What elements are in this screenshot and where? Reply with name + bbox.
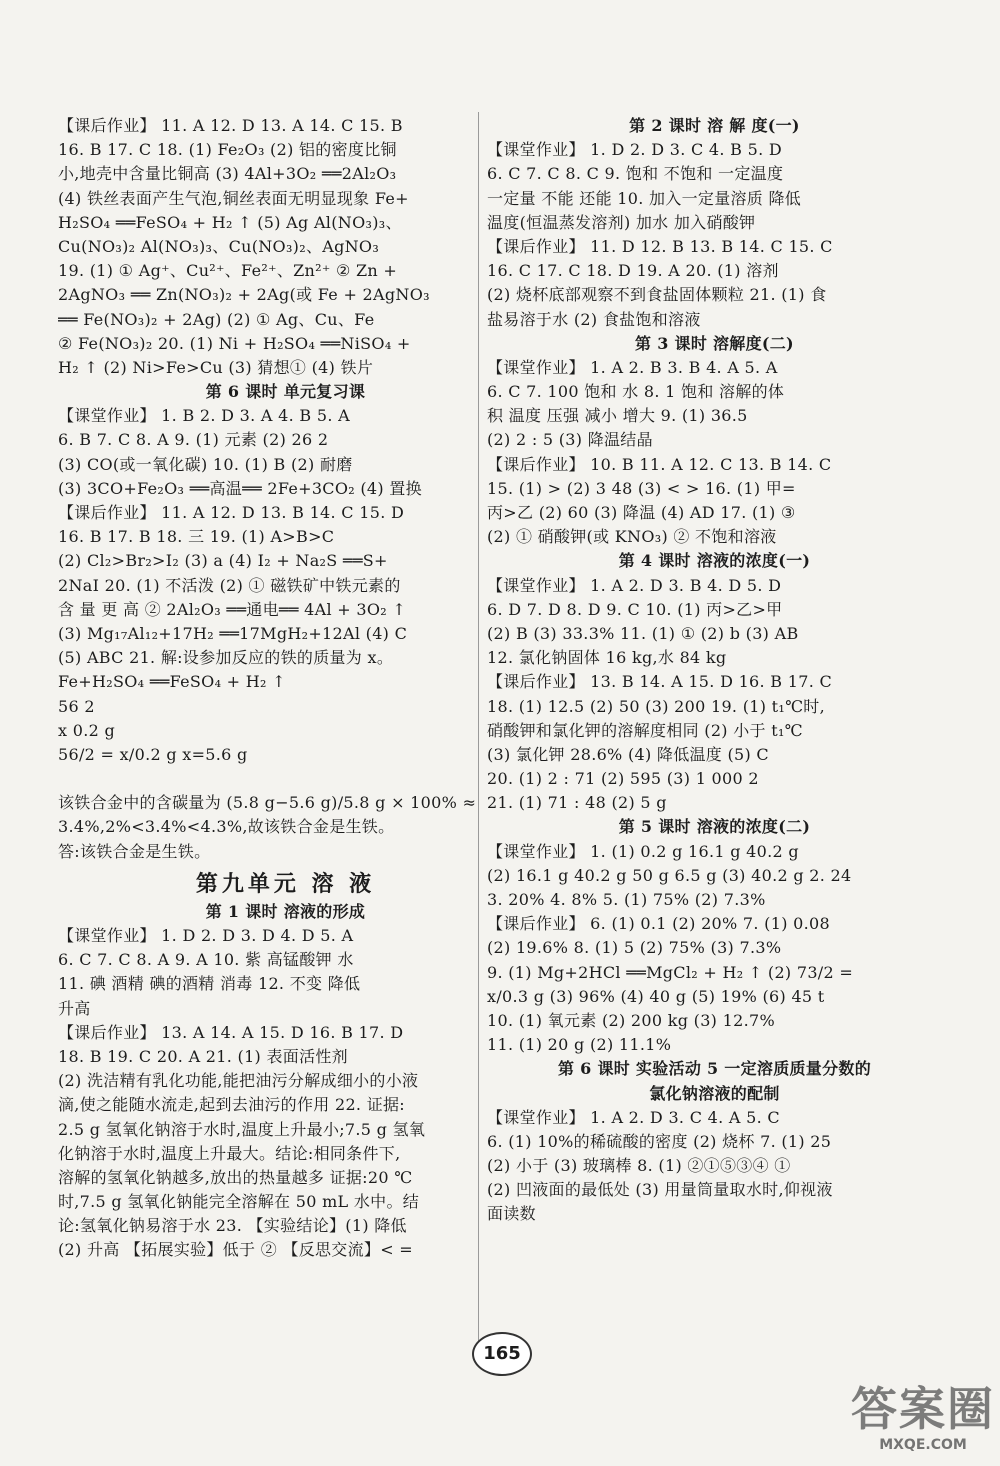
text-line: 化钠溶于水时,温度上升最大。结论:相同条件下, xyxy=(58,1143,401,1163)
text-line: 答:该铁合金是生铁。 xyxy=(58,841,211,861)
column-divider xyxy=(478,112,479,1342)
text-line: 16. C 17. C 18. D 19. A 20. (1) 溶剂 xyxy=(487,261,779,281)
text-line: 20. (1) 2 : 71 (2) 595 (3) 1 000 2 xyxy=(487,769,759,789)
text-line: 6. D 7. D 8. D 9. C 10. (1) 丙>乙>甲 xyxy=(487,599,783,619)
text-line: 时,7.5 g 氢氧化钠能完全溶解在 50 mL 水中。结 xyxy=(58,1192,420,1212)
text-line: ② Fe(NO₃)₂ 20. (1) Ni + H₂SO₄ ══NiSO₄ + xyxy=(58,333,411,353)
text-line: 18. (1) 12.5 (2) 50 (3) 200 19. (1) t₁℃时, xyxy=(487,696,825,716)
lesson-heading: 第 5 课时 溶液的浓度(二) xyxy=(618,817,811,837)
text-line: 【课堂作业】 1. D 2. D 3. D 4. D 5. A xyxy=(58,926,354,945)
text-line: 含 量 更 高 ② 2Al₂O₃ ══通电══ 4Al + 3O₂ ↑ xyxy=(58,599,407,619)
text-line: Cu(NO₃)₂ Al(NO₃)₃、Cu(NO₃)₂、AgNO₃ xyxy=(58,236,380,256)
text-line: 【课后作业】 11. A 12. D 13. B 14. C 15. D xyxy=(58,503,405,522)
text-line: 6. (1) 10%的稀硫酸的密度 (2) 烧杯 7. (1) 25 xyxy=(487,1131,832,1151)
text-line: (4) 铁丝表面产生气泡,铜丝表面无明显现象 Fe+ xyxy=(58,188,409,208)
text-line: 升高 xyxy=(58,998,91,1018)
lesson-heading: 第 4 课时 溶液的浓度(一) xyxy=(618,551,811,571)
lesson-heading: 第 2 课时 溶 解 度(一) xyxy=(629,116,800,135)
text-line: 小,地壳中含量比铜高 (3) 4Al+3O₂ ══2Al₂O₃ xyxy=(58,164,397,184)
text-line: H₂SO₄ ══FeSO₄ + H₂ ↑ (5) Ag Al(NO₃)₃、 xyxy=(58,212,402,232)
text-line: 56 2 xyxy=(58,696,95,716)
watermark-url: MXQE.COM xyxy=(879,1437,967,1453)
text-line: 【课后作业】 13. A 14. A 15. D 16. B 17. D xyxy=(58,1022,404,1042)
lesson-heading: 氯化钠溶液的配制 xyxy=(649,1083,780,1103)
text-line: 18. B 19. C 20. A 21. (1) 表面活性剂 xyxy=(58,1046,348,1066)
text-line: 6. B 7. C 8. A 9. (1) 元素 (2) 26 2 xyxy=(58,430,329,450)
text-line: 10. (1) 氧元素 (2) 200 kg (3) 12.7% xyxy=(487,1010,775,1030)
text-line: (2) 16.1 g 40.2 g 50 g 6.5 g (3) 40.2 g 2. 24 xyxy=(487,865,852,885)
watermark-logo: 答案圈 xyxy=(851,1382,995,1436)
text-line: 6. C 7. 100 饱和 水 8. 1 饱和 溶解的体 xyxy=(487,382,785,402)
text-line: 19. (1) ① Ag⁺、Cu²⁺、Fe²⁺、Zn²⁺ ② Zn + xyxy=(58,261,398,281)
text-line: 论:氢氧化钠易溶于水 23. 【实验结论】(1) 降低 xyxy=(58,1216,407,1236)
text-line: 11. (1) 20 g (2) 11.1% xyxy=(487,1035,672,1055)
text-line: (2) 19.6% 8. (1) 5 (2) 75% (3) 7.3% xyxy=(487,938,782,958)
lesson-heading: 第 6 课时 单元复习课 xyxy=(205,382,366,402)
right-column xyxy=(487,114,942,1227)
watermark xyxy=(850,1382,996,1462)
text-line: 【课后作业】 6. (1) 0.1 (2) 20% 7. (1) 0.08 xyxy=(487,914,830,934)
text-line: (2) 小于 (3) 玻璃棒 8. (1) ②①⑤③④ ① xyxy=(487,1156,791,1176)
text-line: 一定量 不能 还能 10. 加入一定量溶质 降低 xyxy=(487,188,802,208)
text-line: x/0.3 g (3) 96% (4) 40 g (5) 19% (6) 45 t xyxy=(487,986,825,1006)
text-line: 【课后作业】 13. B 14. A 15. D 16. B 17. C xyxy=(487,672,833,692)
text-line: (3) 3CO+Fe₂O₃ ══高温══ 2Fe+3CO₂ (4) 置换 xyxy=(58,478,422,498)
text-line: 滴,使之能随水流走,起到去油污的作用 22. 证据: xyxy=(58,1095,405,1115)
text-line xyxy=(58,767,513,791)
text-line: 16. B 17. C 18. (1) Fe₂O₃ (2) 铝的密度比铜 xyxy=(58,140,397,160)
text-line: 丙>乙 (2) 60 (3) 降温 (4) AD 17. (1) ③ xyxy=(487,503,796,522)
text-line: (2) 洗洁精有乳化功能,能把油污分解成细小的小液 xyxy=(58,1071,419,1091)
text-line: (3) Mg₁₇Al₁₂+17H₂ ══17MgH₂+12Al (4) C xyxy=(58,623,408,643)
text-line: 2.5 g 氢氧化钠溶于水时,温度上升最小;7.5 g 氢氧 xyxy=(58,1119,426,1139)
text-line: 【课堂作业】 1. A 2. B 3. B 4. A 5. A xyxy=(487,357,778,377)
text-line: 2AgNO₃ ══ Zn(NO₃)₂ + 2Ag(或 Fe + 2AgNO₃ xyxy=(58,285,430,305)
lesson-heading: 第 1 课时 溶液的形成 xyxy=(205,901,366,921)
text-line: H₂ ↑ (2) Ni>Fe>Cu (3) 猜想① (4) 铁片 xyxy=(58,357,374,377)
text-line: (2) 2 : 5 (3) 降温结晶 xyxy=(487,430,653,450)
text-line: 3. 20% 4. 8% 5. (1) 75% (2) 7.3% xyxy=(487,890,766,909)
text-line: Fe+H₂SO₄ ══FeSO₄ + H₂ ↑ xyxy=(58,672,286,692)
text-line: 积 温度 压强 减小 增大 9. (1) 36.5 xyxy=(487,406,748,426)
text-line: ══ Fe(NO₃)₂ + 2Ag) (2) ① Ag、Cu、Fe xyxy=(58,309,375,329)
text-line: 【课堂作业】 1. A 2. D 3. B 4. D 5. D xyxy=(487,575,782,595)
page-number: 165 xyxy=(472,1332,532,1376)
text-line: 温度(恒温蒸发溶剂) 加水 加入硝酸钾 xyxy=(487,212,756,232)
text-line: 15. (1) > (2) 3 48 (3) < > 16. (1) 甲= xyxy=(487,478,796,498)
text-line: 6. C 7. C 8. A 9. A 10. 紫 高锰酸钾 水 xyxy=(58,950,354,970)
text-line: (3) CO(或一氧化碳) 10. (1) B (2) 耐磨 xyxy=(58,454,353,474)
text-line: 9. (1) Mg+2HCl ══MgCl₂ + H₂ ↑ (2) 73/2 = xyxy=(487,962,854,982)
text-line: 16. B 17. B 18. 三 19. (1) A>B>C xyxy=(58,527,335,547)
text-line: 2NaI 20. (1) 不活泼 (2) ① 磁铁矿中铁元素的 xyxy=(58,575,401,595)
text-line: (3) 氯化钾 28.6% (4) 降低温度 (5) C xyxy=(487,744,769,764)
text-line: 【课堂作业】 1. A 2. D 3. C 4. A 5. C xyxy=(487,1107,780,1127)
text-line: 11. 碘 酒精 碘的酒精 消毒 12. 不变 降低 xyxy=(58,974,361,994)
text-line: 该铁合金中的含碳量为 (5.8 g−5.6 g)/5.8 g × 100% ≈ xyxy=(58,793,477,813)
text-line: 21. (1) 71 : 48 (2) 5 g xyxy=(487,793,667,813)
text-line: (2) B (3) 33.3% 11. (1) ① (2) b (3) AB xyxy=(487,623,799,643)
text-line: (2) ① 硝酸钾(或 KNO₃) ② 不饱和溶液 xyxy=(487,527,777,547)
text-line: (5) ABC 21. 解:设参加反应的铁的质量为 x。 xyxy=(58,648,394,668)
text-line: (2) Cl₂>Br₂>I₂ (3) a (4) I₂ + Na₂S ══S+ xyxy=(58,551,388,571)
text-line: 【课堂作业】 1. B 2. D 3. A 4. B 5. A xyxy=(58,406,350,426)
text-line: 6. C 7. C 8. C 9. 饱和 不饱和 一定温度 xyxy=(487,164,784,184)
text-line: x 0.2 g xyxy=(58,720,115,740)
text-line: 盐易溶于水 (2) 食盐饱和溶液 xyxy=(487,309,701,329)
lesson-heading: 第 6 课时 实验活动 5 一定溶质质量分数的 xyxy=(557,1059,872,1079)
text-line: 12. 氯化钠固体 16 kg,水 84 kg xyxy=(487,648,727,668)
text-line: (2) 烧杯底部观察不到食盐固体颗粒 21. (1) 食 xyxy=(487,285,827,305)
text-line: 【课堂作业】 1. (1) 0.2 g 16.1 g 40.2 g xyxy=(487,841,799,861)
unit-heading: 第九单元 溶 液 xyxy=(195,870,376,897)
text-line: 3.4%,2%<3.4%<4.3%,故该铁合金是生铁。 xyxy=(58,817,395,837)
left-column xyxy=(58,114,513,1263)
text-line: (2) 凹液面的最低处 (3) 用量筒量取水时,仰视液 xyxy=(487,1180,833,1200)
text-line: 面读数 xyxy=(487,1204,536,1224)
lesson-heading: 第 3 课时 溶解度(二) xyxy=(635,333,794,353)
text-line: 【课后作业】 10. B 11. A 12. C 13. B 14. C xyxy=(487,454,832,474)
text-line: 溶解的氢氧化钠越多,放出的热量越多 证据:20 ℃ xyxy=(58,1167,413,1187)
text-line: 【课堂作业】 1. D 2. D 3. C 4. B 5. D xyxy=(487,140,782,160)
text-line: 56/2 = x/0.2 g x=5.6 g xyxy=(58,744,248,764)
text-line: 硝酸钾和氯化钾的溶解度相同 (2) 小于 t₁℃ xyxy=(487,720,803,740)
text-line: (2) 升高 【拓展实验】低于 ② 【反思交流】< = xyxy=(58,1240,414,1260)
text-line: 【课后作业】 11. D 12. B 13. B 14. C 15. C xyxy=(487,236,833,256)
text-line: 【课后作业】 11. A 12. D 13. A 14. C 15. B xyxy=(58,116,403,135)
